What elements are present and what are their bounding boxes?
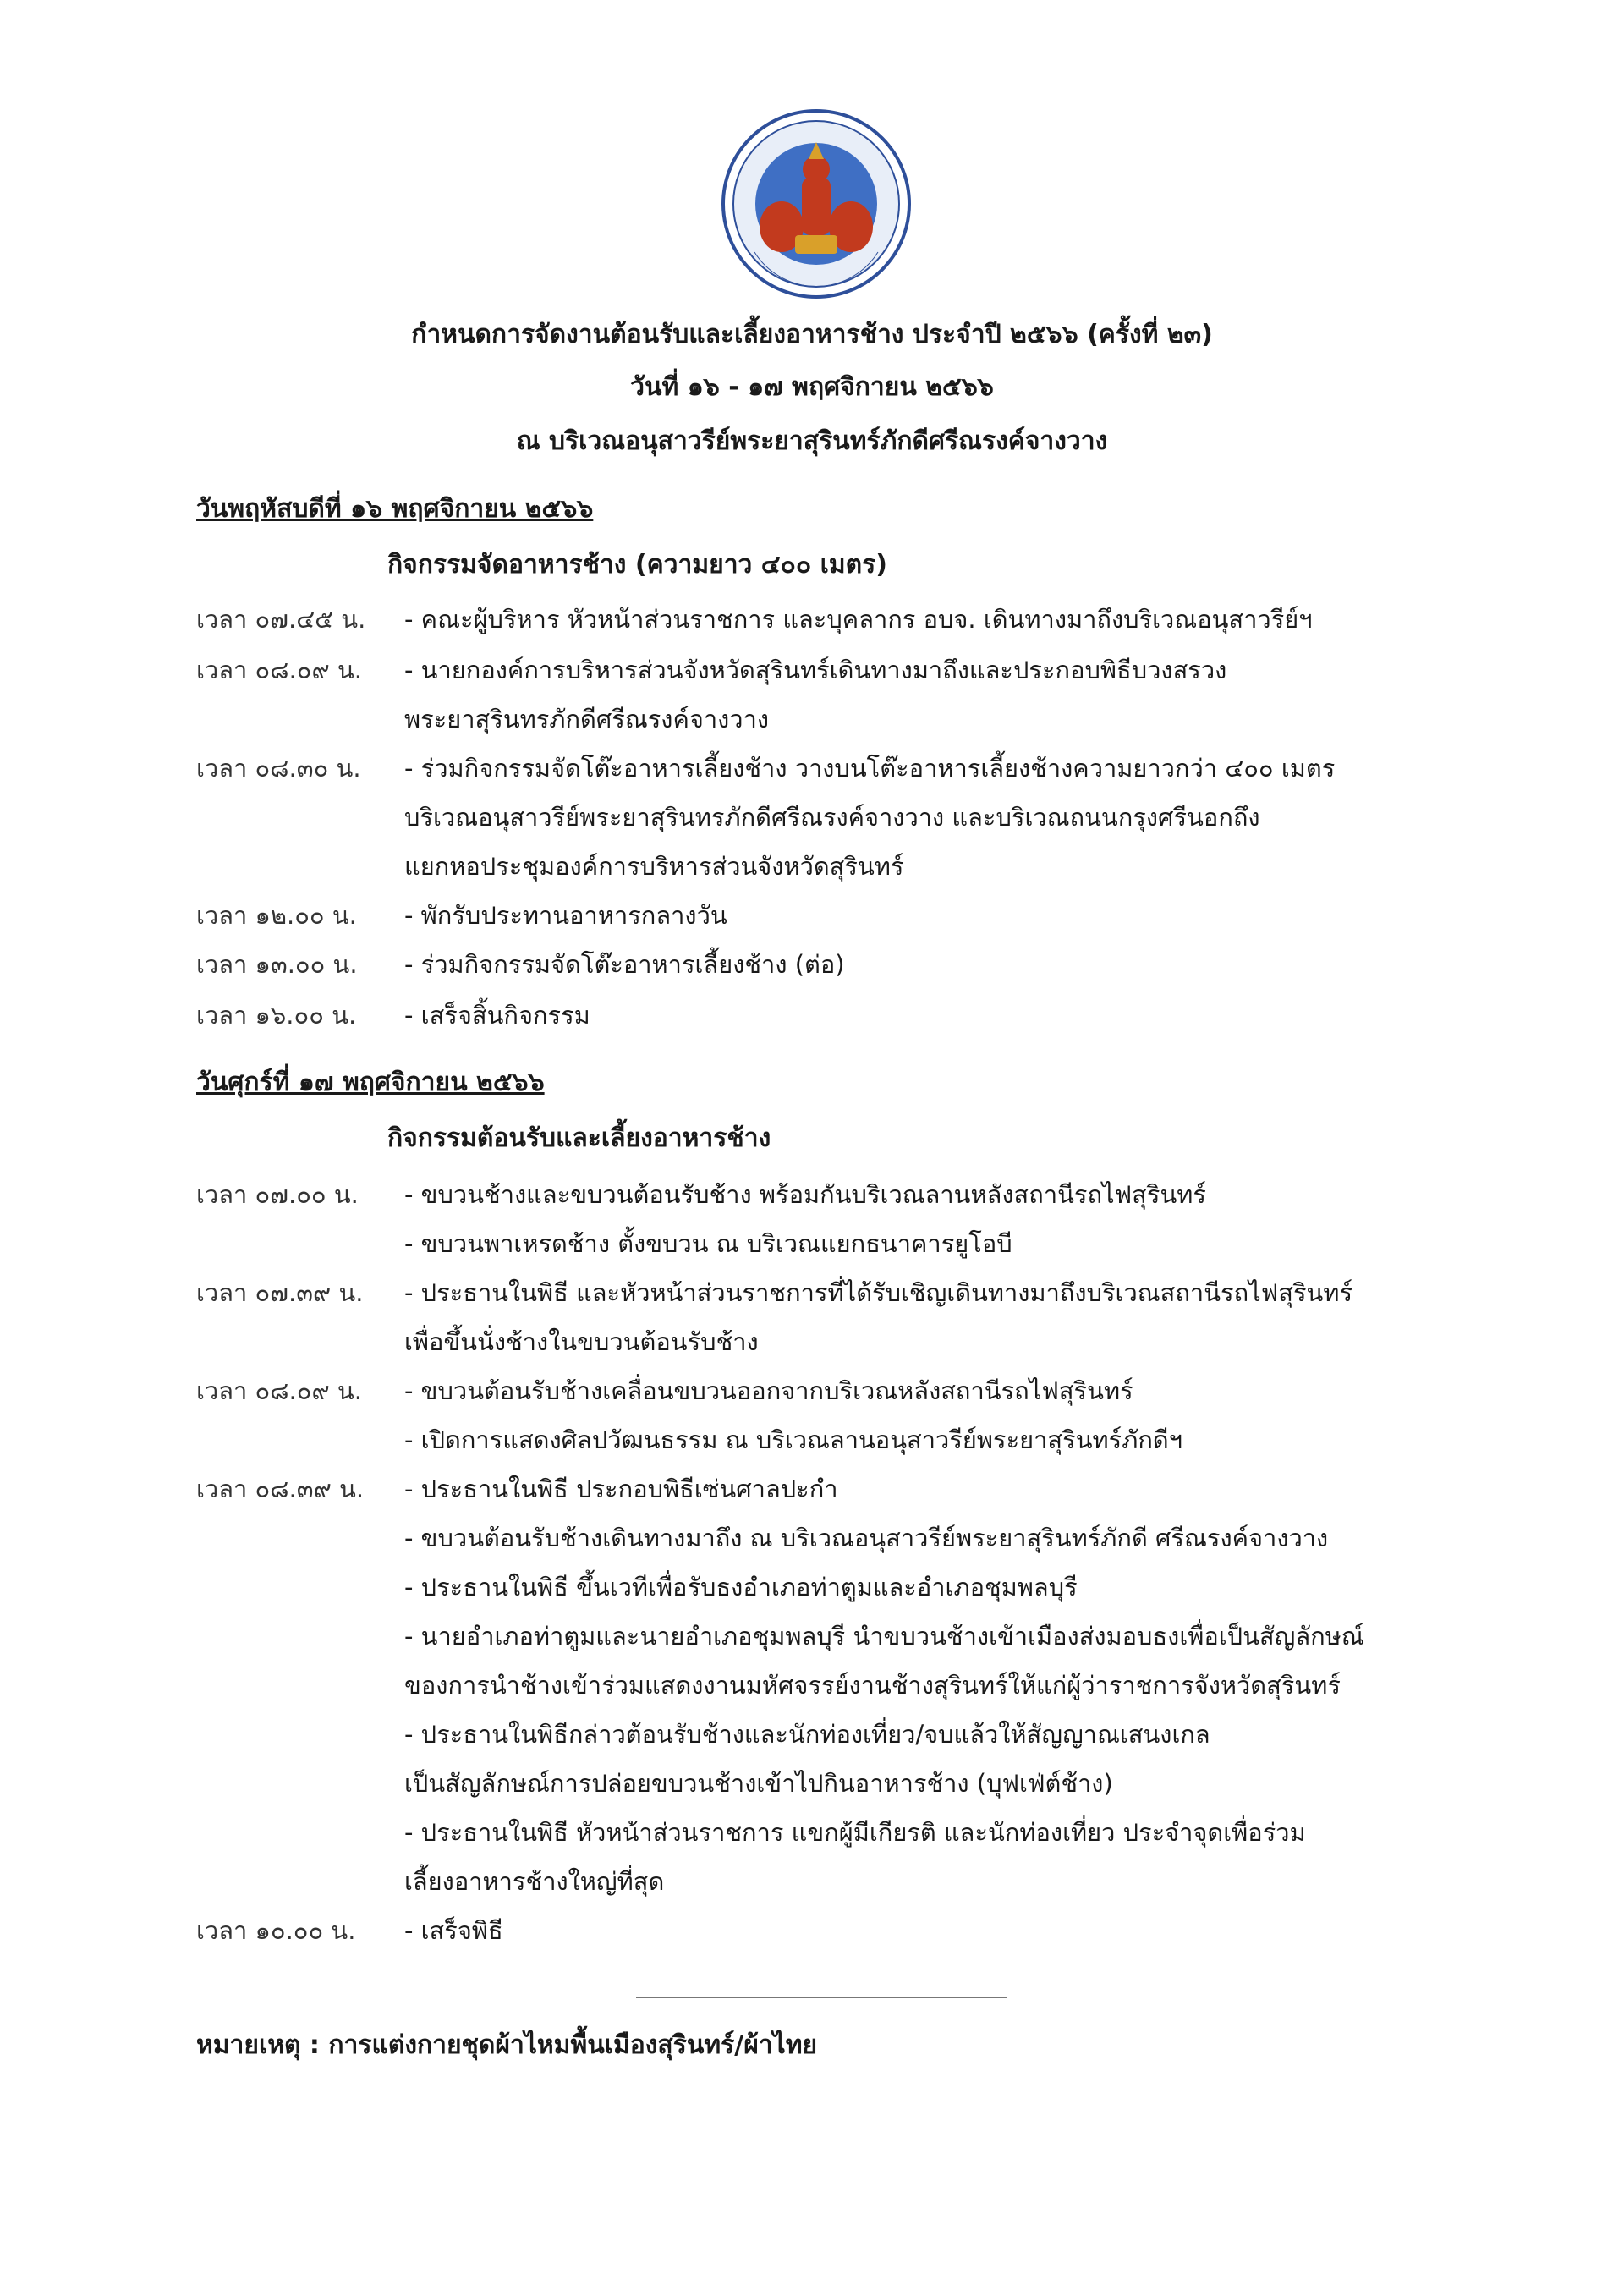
entry-text: - ร่วมกิจกรรมจัดโต๊ะอาหารเลี้ยงช้าง วางบนโต๊ะอาหารเลี้ยงช้างความยาวกว่า ๔๐๐ เมตร บริเวณอนุสาวรีย์พระยาสุรินทรภักดีศรีณรงค์จางวาง และบริเวณถนนกรุงศรีนอกถึง แยกหอประชุมองค์การบริหารส่วนจังหวัดสุรินทร์	[404, 754, 1336, 881]
entry-text: - ประธานในพิธี ประกอบพิธีเซ่นศาลปะกำ - ขบวนต้อนรับช้างเดินทางมาถึง ณ บริเวณอนุสาวรีย์พระยาสุรินทร์ภักดี ศรีณรงค์จางวาง - ประธานในพิธี ขึ้นเวทีเพื่อรับธงอำเภอท่าตูมและอำเภอชุมพลบุรี - นายอำเภอท่าตูมและนายอำเภอชุมพลบุรี นำขบวนช้างเข้าเมืองส่งมอบธงเพื่อเป็นสัญลักษณ์ ของการนำช้างเข้าร่วมแสดงงานมหัศจรรย์งานช้างสุรินทร์ให้แก่ผู้ว่าราชการจังหวัดสุรินทร์ - ประธานในพิธีกล่าวต้อนรับช้างและนักท่องเที่ยว/จบแล้วให้สัญญาณเสนงเกล เป็นสัญลักษณ์การปล่อยขบวนช้างเข้าไปกินอาหารช้าง (บุฟเฟ่ต์ช้าง) - ประธานในพิธี หัวหน้าส่วนราชการ แขกผู้มีเกียรติ และนักท่องเที่ยว ประจำจุดเพื่อร่วม เลี้ยงอาหารช้างใหญ่ที่สุด	[404, 1475, 1364, 1896]
entry-text: - ขบวนช้างและขบวนต้อนรับช้าง พร้อมกันบริเวณลานหลังสถานีรถไฟสุรินทร์ - ขบวนพาเหรดช้าง ตั้งขบวน ณ บริเวณแยกธนาคารยูโอบี	[404, 1180, 1206, 1258]
entry-text: - คณะผู้บริหาร หัวหน้าส่วนราชการ และบุคลากร อบจ. เดินทางมาถึงบริเวณอนุสาวรีย์ฯ	[404, 605, 1313, 634]
event-venue: ณ บริเวณอนุสาวรีย์พระยาสุรินทร์ภักดีศรีณรงค์จางวาง	[516, 426, 1108, 456]
entry-text: - ประธานในพิธี และหัวหน้าส่วนราชการที่ได้รับเชิญเดินทางมาถึงบริเวณสถานีรถไฟสุรินทร์ เพื่อขึ้นนั่งช้างในขบวนต้อนรับช้าง	[404, 1278, 1353, 1356]
entry-time: เวลา ๐๗.๐๐ น.	[196, 1180, 359, 1209]
event-dates: วันที่ ๑๖ - ๑๗ พฤศจิกายน ๒๕๖๖	[630, 372, 994, 402]
entry-text: - ขบวนต้อนรับช้างเคลื่อนขบวนออกจากบริเวณหลังสถานีรถไฟสุรินทร์ - เปิดการแสดงศิลปวัฒนธรรม ณ บริเวณลานอนุสาวรีย์พระยาสุรินทร์ภักดีฯ	[404, 1376, 1183, 1454]
entry-text: - ร่วมกิจกรรมจัดโต๊ะอาหารเลี้ยงช้าง (ต่อ)	[404, 950, 845, 979]
entry-time: เวลา ๐๗.๔๕ น.	[196, 605, 366, 634]
entry-time: เวลา ๑๒.๐๐ น.	[196, 901, 357, 930]
day1-section-heading: กิจกรรมจัดอาหารช้าง (ความยาว ๔๐๐ เมตร)	[387, 550, 887, 579]
day2-heading: วันศุกร์ที่ ๑๗ พฤศจิกายน ๒๕๖๖	[196, 1068, 545, 1097]
entry-text: - นายกองค์การบริหารส่วนจังหวัดสุรินทร์เดินทางมาถึงและประกอบพิธีบวงสรวง พระยาสุรินทรภักดีศรีณรงค์จางวาง	[404, 656, 1227, 733]
entry-text: - พักรับประทานอาหารกลางวัน	[404, 901, 727, 930]
remark-note: หมายเหตุ : การแต่งกายชุดผ้าไหมพื้นเมืองสุรินทร์/ผ้าไทย	[196, 2030, 818, 2060]
entry-time: เวลา ๑๓.๐๐ น.	[196, 950, 358, 979]
day2-section-heading: กิจกรรมต้อนรับและเลี้ยงอาหารช้าง	[387, 1123, 771, 1153]
organization-seal-logo	[721, 108, 912, 299]
entry-time: เวลา ๐๘.๐๙ น.	[196, 656, 362, 684]
entry-text: - เสร็จพิธี	[404, 1916, 503, 1945]
entry-time: เวลา ๐๗.๓๙ น.	[196, 1278, 364, 1307]
day1-heading: วันพฤหัสบดีที่ ๑๖ พฤศจิกายน ๒๕๖๖	[196, 494, 594, 524]
entry-text: - เสร็จสิ้นกิจกรรม	[404, 1001, 590, 1030]
entry-time: เวลา ๐๘.๓๙ น.	[196, 1475, 365, 1503]
divider-line	[636, 1997, 1007, 1998]
entry-time: เวลา ๑๖.๐๐ น.	[196, 1001, 357, 1030]
document-title: กำหนดการจัดงานต้อนรับและเลี้ยงอาหารช้าง ประจำปี ๒๕๖๖ (ครั้งที่ ๒๓)	[411, 320, 1213, 349]
entry-time: เวลา ๐๘.๓๐ น.	[196, 754, 361, 783]
entry-time: เวลา ๑๐.๐๐ น.	[196, 1916, 356, 1945]
entry-time: เวลา ๐๘.๐๙ น.	[196, 1376, 362, 1405]
